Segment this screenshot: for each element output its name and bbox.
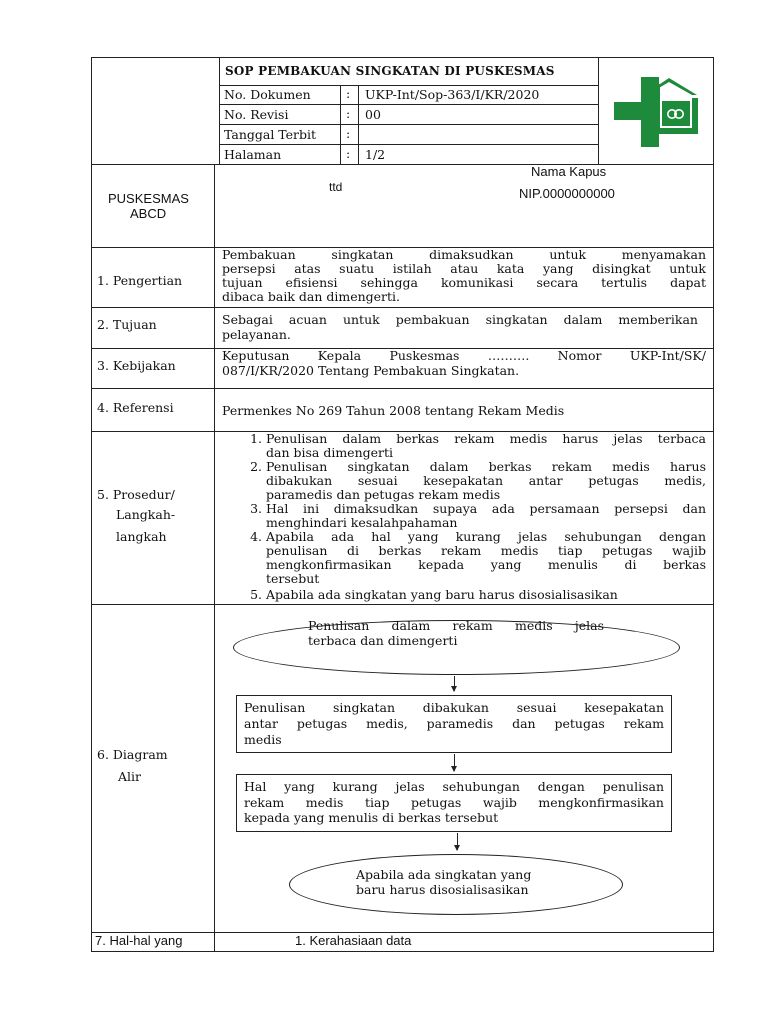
flow-step-4-line-2: baru harus disosialisasikan <box>356 882 529 897</box>
prosedur-item <box>266 460 706 502</box>
prosedur-label-line1: 5. Prosedur/ <box>97 487 175 502</box>
kebijakan-line-1: Keputusan Kepala Puskesmas ………. Nomor UKP-Int/SK/ <box>222 348 706 363</box>
row-halaman-sep: : <box>346 146 351 161</box>
flow-arrow-3 <box>457 833 458 850</box>
prosedur-item-3-line-1: 3. Hal ini dimaksudkan supaya ada persamaan persepsi dan <box>266 501 706 516</box>
signature-name: Nama Kapus <box>531 164 607 179</box>
flow-step-1-line-1: Penulisan dalam rekam medis jelas <box>308 618 604 633</box>
prosedur-label-line3: langkah <box>116 529 167 544</box>
row-tanggal-terbit-label: Tanggal Terbit <box>224 127 317 142</box>
diagram-label-line2: Alir <box>118 769 141 784</box>
kebijakan-label: 3. Kebijakan <box>97 358 176 373</box>
pengertian-line-1: Pembakuan singkatan dimaksudkan untuk menyamakan <box>222 247 706 262</box>
row-no-dokumen-value: UKP-Int/Sop-363/I/KR/2020 <box>365 87 540 102</box>
prosedur-item <box>266 588 706 602</box>
row-halaman-value: 1/2 <box>365 147 386 162</box>
puskesmas-name-line1: PUSKESMAS <box>108 191 189 206</box>
flow-step-4-line-1: Apabila ada singkatan yang <box>356 867 532 882</box>
prosedur-item-2-line-3: paramedis dan petugas rekam medis <box>266 487 501 502</box>
row-halaman-label: Halaman <box>224 147 282 162</box>
halhal-item-1: 1. Kerahasiaan data <box>295 933 412 948</box>
row-no-revisi-sep: : <box>346 106 351 121</box>
pengertian-label: 1. Pengertian <box>97 273 183 288</box>
prosedur-item-3-line-2: menghindari kesalahpahaman <box>266 515 458 530</box>
flow-step-3-line-1: Hal yang kurang jelas sehubungan dengan penulisan <box>244 779 664 794</box>
prosedur-item <box>266 432 706 460</box>
signature-nip: NIP.0000000000 <box>519 186 615 201</box>
prosedur-item-4-line-2: penulisan di berkas rekam medis tiap petugas wajib <box>266 543 706 558</box>
tujuan-label: 2. Tujuan <box>97 317 157 332</box>
tujuan-line-2: pelayanan. <box>222 327 291 342</box>
prosedur-item-4-line-3: mengkonfirmasikan kepada yang menulis di berkas <box>266 557 706 572</box>
flow-step-3-line-2: rekam medis tiap petugas wajib mengkonfirmasikan <box>244 795 664 810</box>
prosedur-list <box>240 432 706 602</box>
row-no-dokumen-sep: : <box>346 86 351 101</box>
tujuan-line-1: Sebagai acuan untuk pembakuan singkatan dalam memberikan <box>222 312 698 327</box>
flow-arrow-1 <box>454 676 455 691</box>
kebijakan-line-2: 087/I/KR/2020 Tentang Pembakuan Singkatan. <box>222 363 520 378</box>
flow-step-1-line-2: terbaca dan dimengerti <box>308 633 458 648</box>
halhal-label: 7. Hal-hal yang <box>95 933 183 948</box>
puskesmas-name-line2: ABCD <box>130 206 167 221</box>
prosedur-item-4-line-1: 4. Apabila ada hal yang kurang jelas sehubungan dengan <box>266 529 706 544</box>
prosedur-item-5-line-1: 5. Apabila ada singkatan yang baru harus disosialisasikan <box>266 587 618 602</box>
flow-step-3-line-3: kepada yang menulis di berkas tersebut <box>244 810 499 825</box>
prosedur-item-2-line-1: 2. Penulisan singkatan dalam berkas rekam medis harus <box>266 459 706 474</box>
flow-step-2-line-1: Penulisan singkatan dibakukan sesuai kesepakatan <box>244 700 664 715</box>
puskesmas-cross-logo-icon <box>612 74 700 150</box>
row-no-revisi-label: No. Revisi <box>224 107 289 122</box>
flow-step-2-line-2: antar petugas medis, paramedis dan petugas rekam <box>244 716 664 731</box>
prosedur-label-line2: Langkah- <box>116 507 176 522</box>
prosedur-item <box>266 502 706 530</box>
pengertian-line-2: persepsi atas suatu istilah atau kata yang disingkat untuk <box>222 261 706 276</box>
flow-arrow-2 <box>454 754 455 771</box>
row-no-dokumen-label: No. Dokumen <box>224 87 311 102</box>
prosedur-item-4-line-4: tersebut <box>266 571 320 586</box>
prosedur-item <box>266 530 706 586</box>
row-no-revisi-value: 00 <box>365 107 381 122</box>
signature-ttd: ttd <box>329 180 343 194</box>
flow-step-2-line-3: medis <box>244 732 282 747</box>
prosedur-item-1-line-1: 1. Penulisan dalam berkas rekam medis harus jelas terbaca <box>266 431 706 446</box>
referensi-label: 4. Referensi <box>97 400 174 415</box>
pengertian-line-4: dibaca baik dan dimengerti. <box>222 289 401 304</box>
pengertian-line-3: tujuan efisiensi sehingga komunikasi secara tertulis dapat <box>222 275 706 290</box>
referensi-text: Permenkes No 269 Tahun 2008 tentang Rekam Medis <box>222 403 565 418</box>
row-tanggal-terbit-sep: : <box>346 126 351 141</box>
prosedur-item-1-line-2: dan bisa dimengerti <box>266 445 394 460</box>
document-title: SOP PEMBAKUAN SINGKATAN DI PUSKESMAS <box>225 64 555 78</box>
prosedur-item-2-line-2: dibakukan sesuai kesepakatan antar petugas medis, <box>266 473 706 488</box>
diagram-label-line1: 6. Diagram <box>97 747 168 762</box>
